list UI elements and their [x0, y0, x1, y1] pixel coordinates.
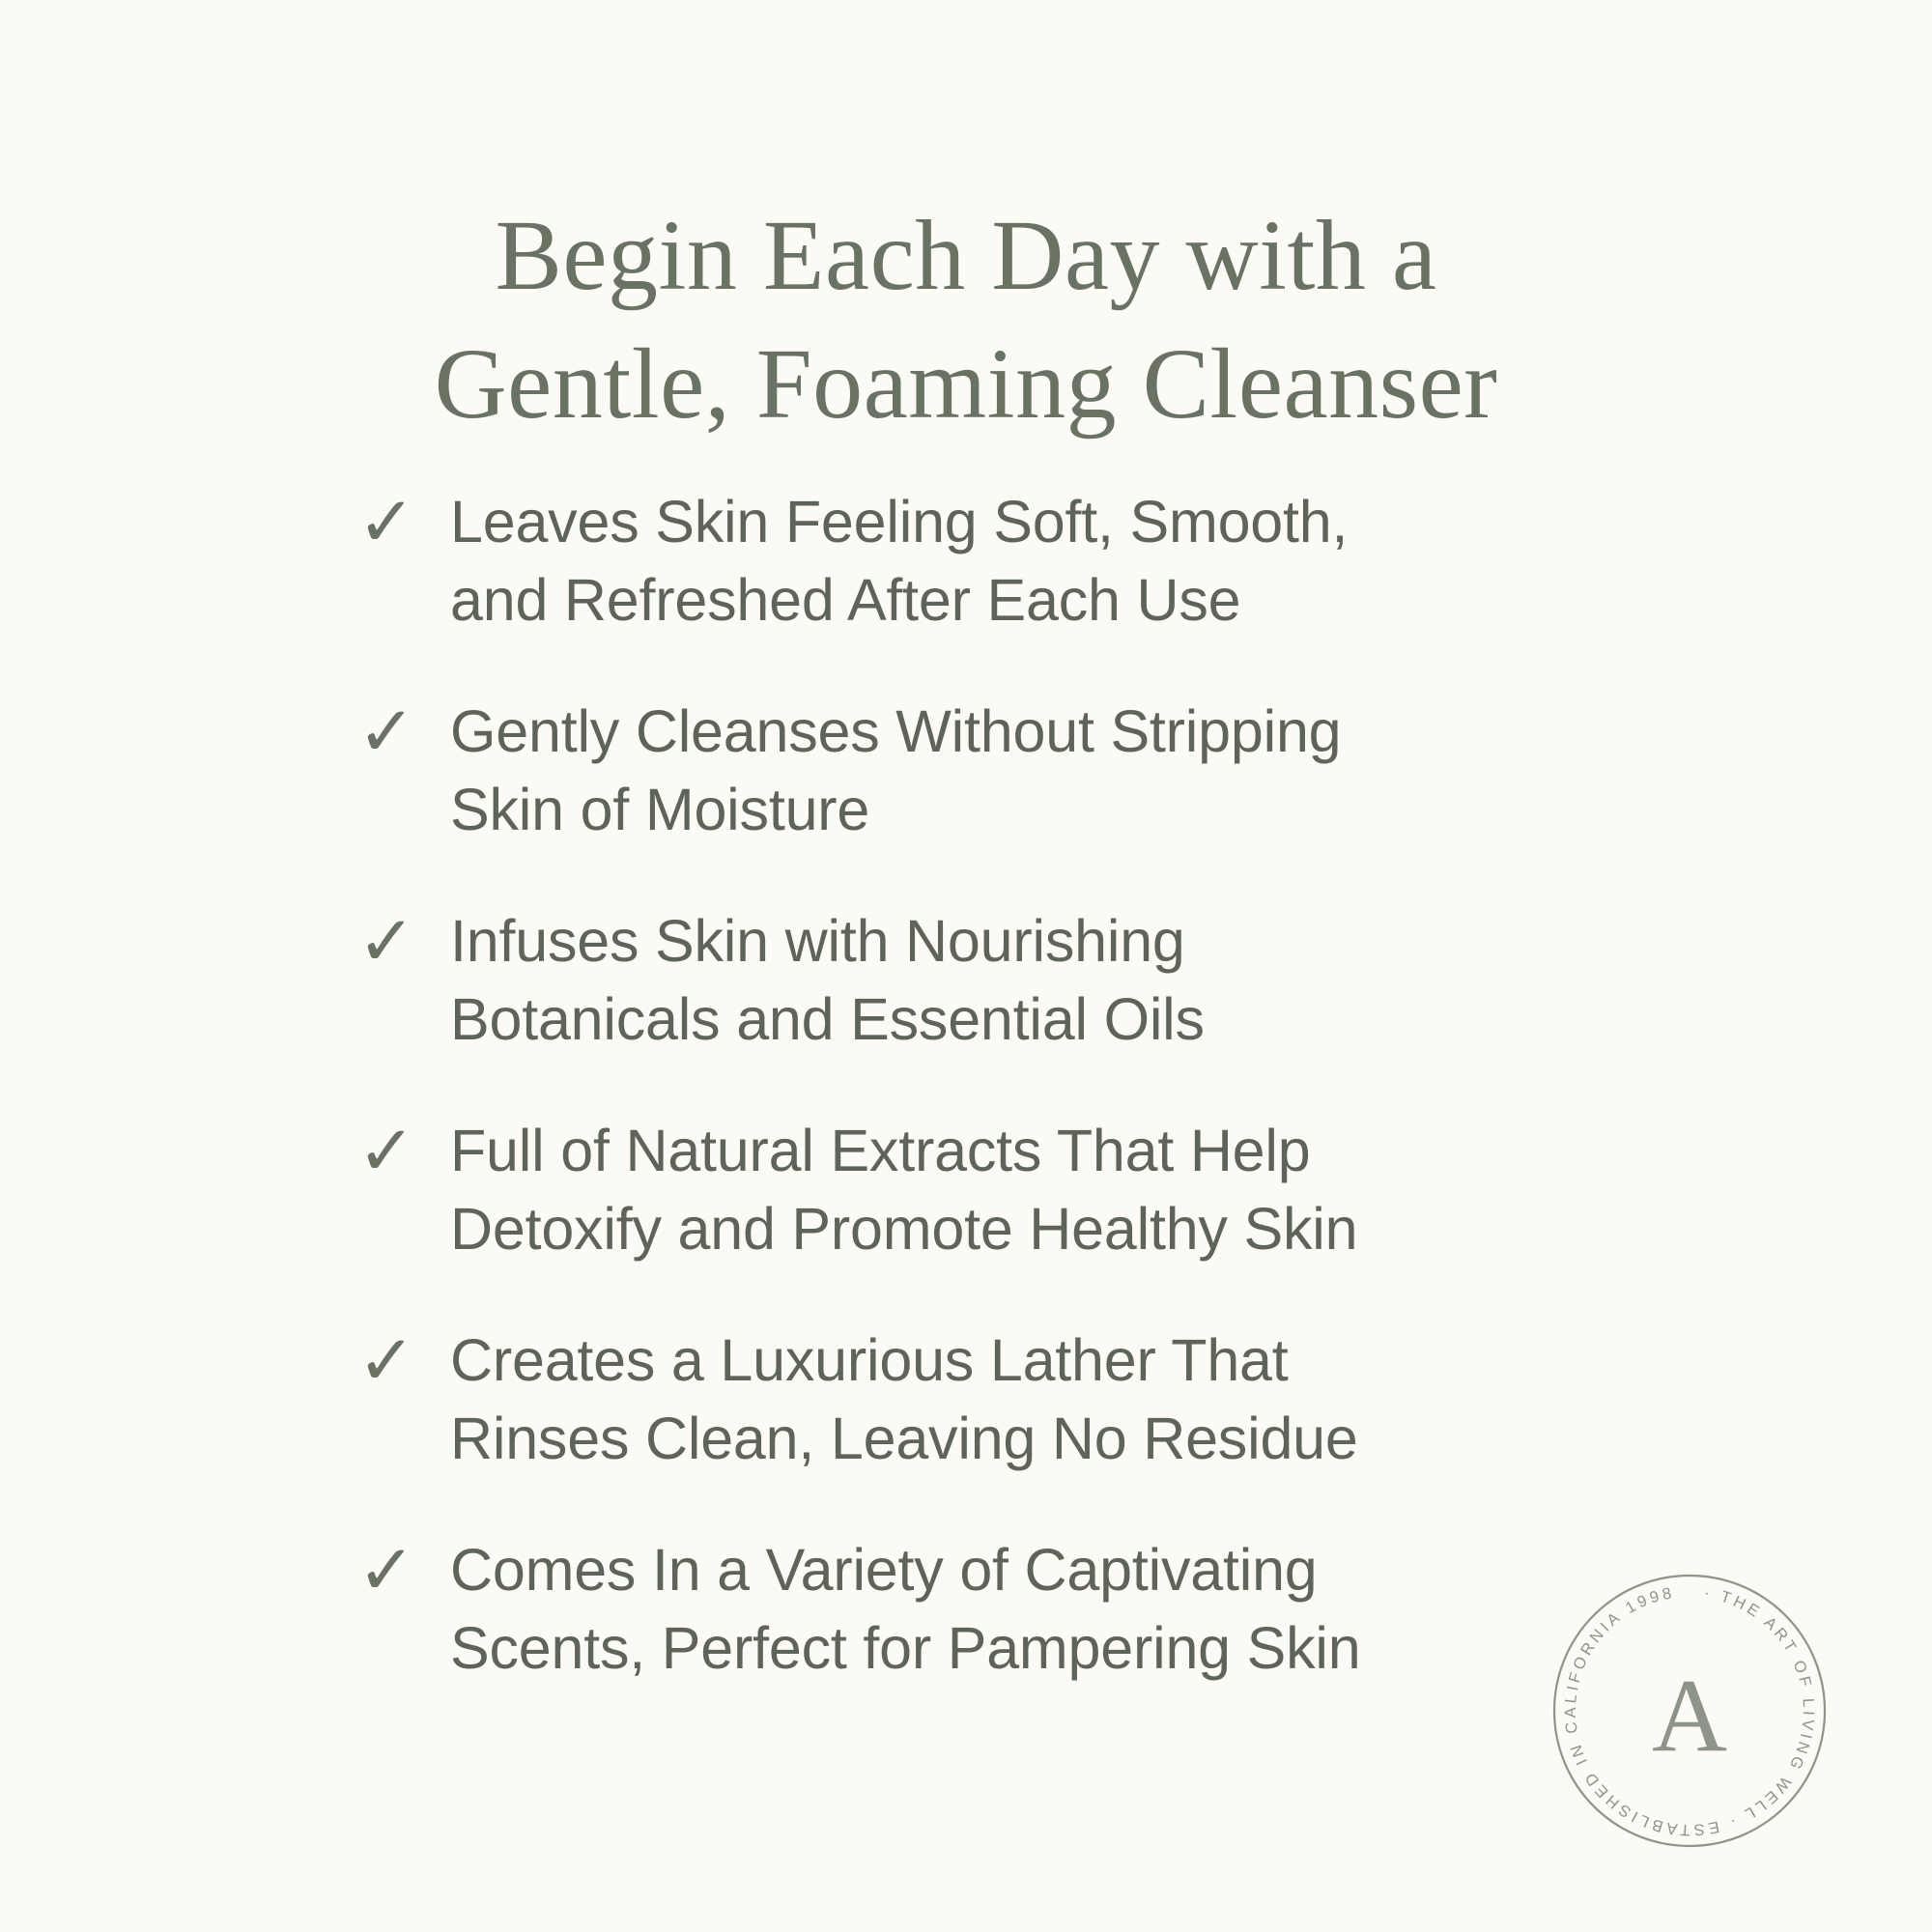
list-item	[357, 1112, 1584, 1267]
list-item	[357, 1321, 1584, 1477]
list-item	[357, 902, 1584, 1058]
list-item	[357, 483, 1584, 639]
check-icon: ✓	[357, 1320, 416, 1402]
check-icon: ✓	[357, 1110, 416, 1192]
list-item-line: Infuses Skin with Nourishing	[450, 908, 1185, 975]
list-item	[357, 1531, 1584, 1687]
list-item-line: Gently Cleanses Without Stripping	[450, 698, 1342, 765]
check-icon: ✓	[357, 900, 416, 982]
benefits-list	[357, 483, 1584, 1741]
list-item-line: Comes In a Variety of Captivating	[450, 1537, 1318, 1604]
seal-ring-textpath: · THE ART OF LIVING WELL · ESTABLISHED IN CALIFORNIA 1998	[1561, 1583, 1818, 1839]
check-icon: ✓	[357, 691, 416, 773]
list-item-line: Detoxify and Promote Healthy Skin	[450, 1195, 1358, 1262]
list-item-label	[450, 1112, 1584, 1267]
list-item-label	[450, 1321, 1584, 1477]
list-item-line: Skin of Moisture	[450, 776, 870, 842]
list-item-label	[450, 483, 1584, 639]
list-item-line: Scents, Perfect for Pampering Skin	[450, 1614, 1361, 1681]
list-item	[357, 693, 1584, 848]
page-title-line-1: Begin Each Day with a	[495, 199, 1437, 311]
list-item-line: Botanicals and Essential Oils	[450, 985, 1205, 1052]
page-title	[0, 191, 1932, 448]
brand-seal-logo	[1540, 1561, 1839, 1861]
list-item-line: Leaves Skin Feeling Soft, Smooth,	[450, 489, 1349, 554]
check-icon: ✓	[357, 1529, 416, 1611]
list-item-label	[450, 902, 1584, 1058]
list-item-line: Creates a Luxurious Lather That	[450, 1327, 1289, 1394]
list-item-label	[450, 693, 1584, 848]
check-icon: ✓	[357, 481, 416, 562]
list-item-line: and Refreshed After Each Use	[450, 566, 1241, 633]
list-item-line: Rinses Clean, Leaving No Residue	[450, 1405, 1358, 1471]
list-item-label	[450, 1531, 1584, 1687]
seal-monogram: A	[1652, 1659, 1727, 1774]
list-item-line: Full of Natural Extracts That Help	[450, 1118, 1311, 1184]
page-title-line-2: Gentle, Foaming Cleanser	[434, 327, 1498, 440]
